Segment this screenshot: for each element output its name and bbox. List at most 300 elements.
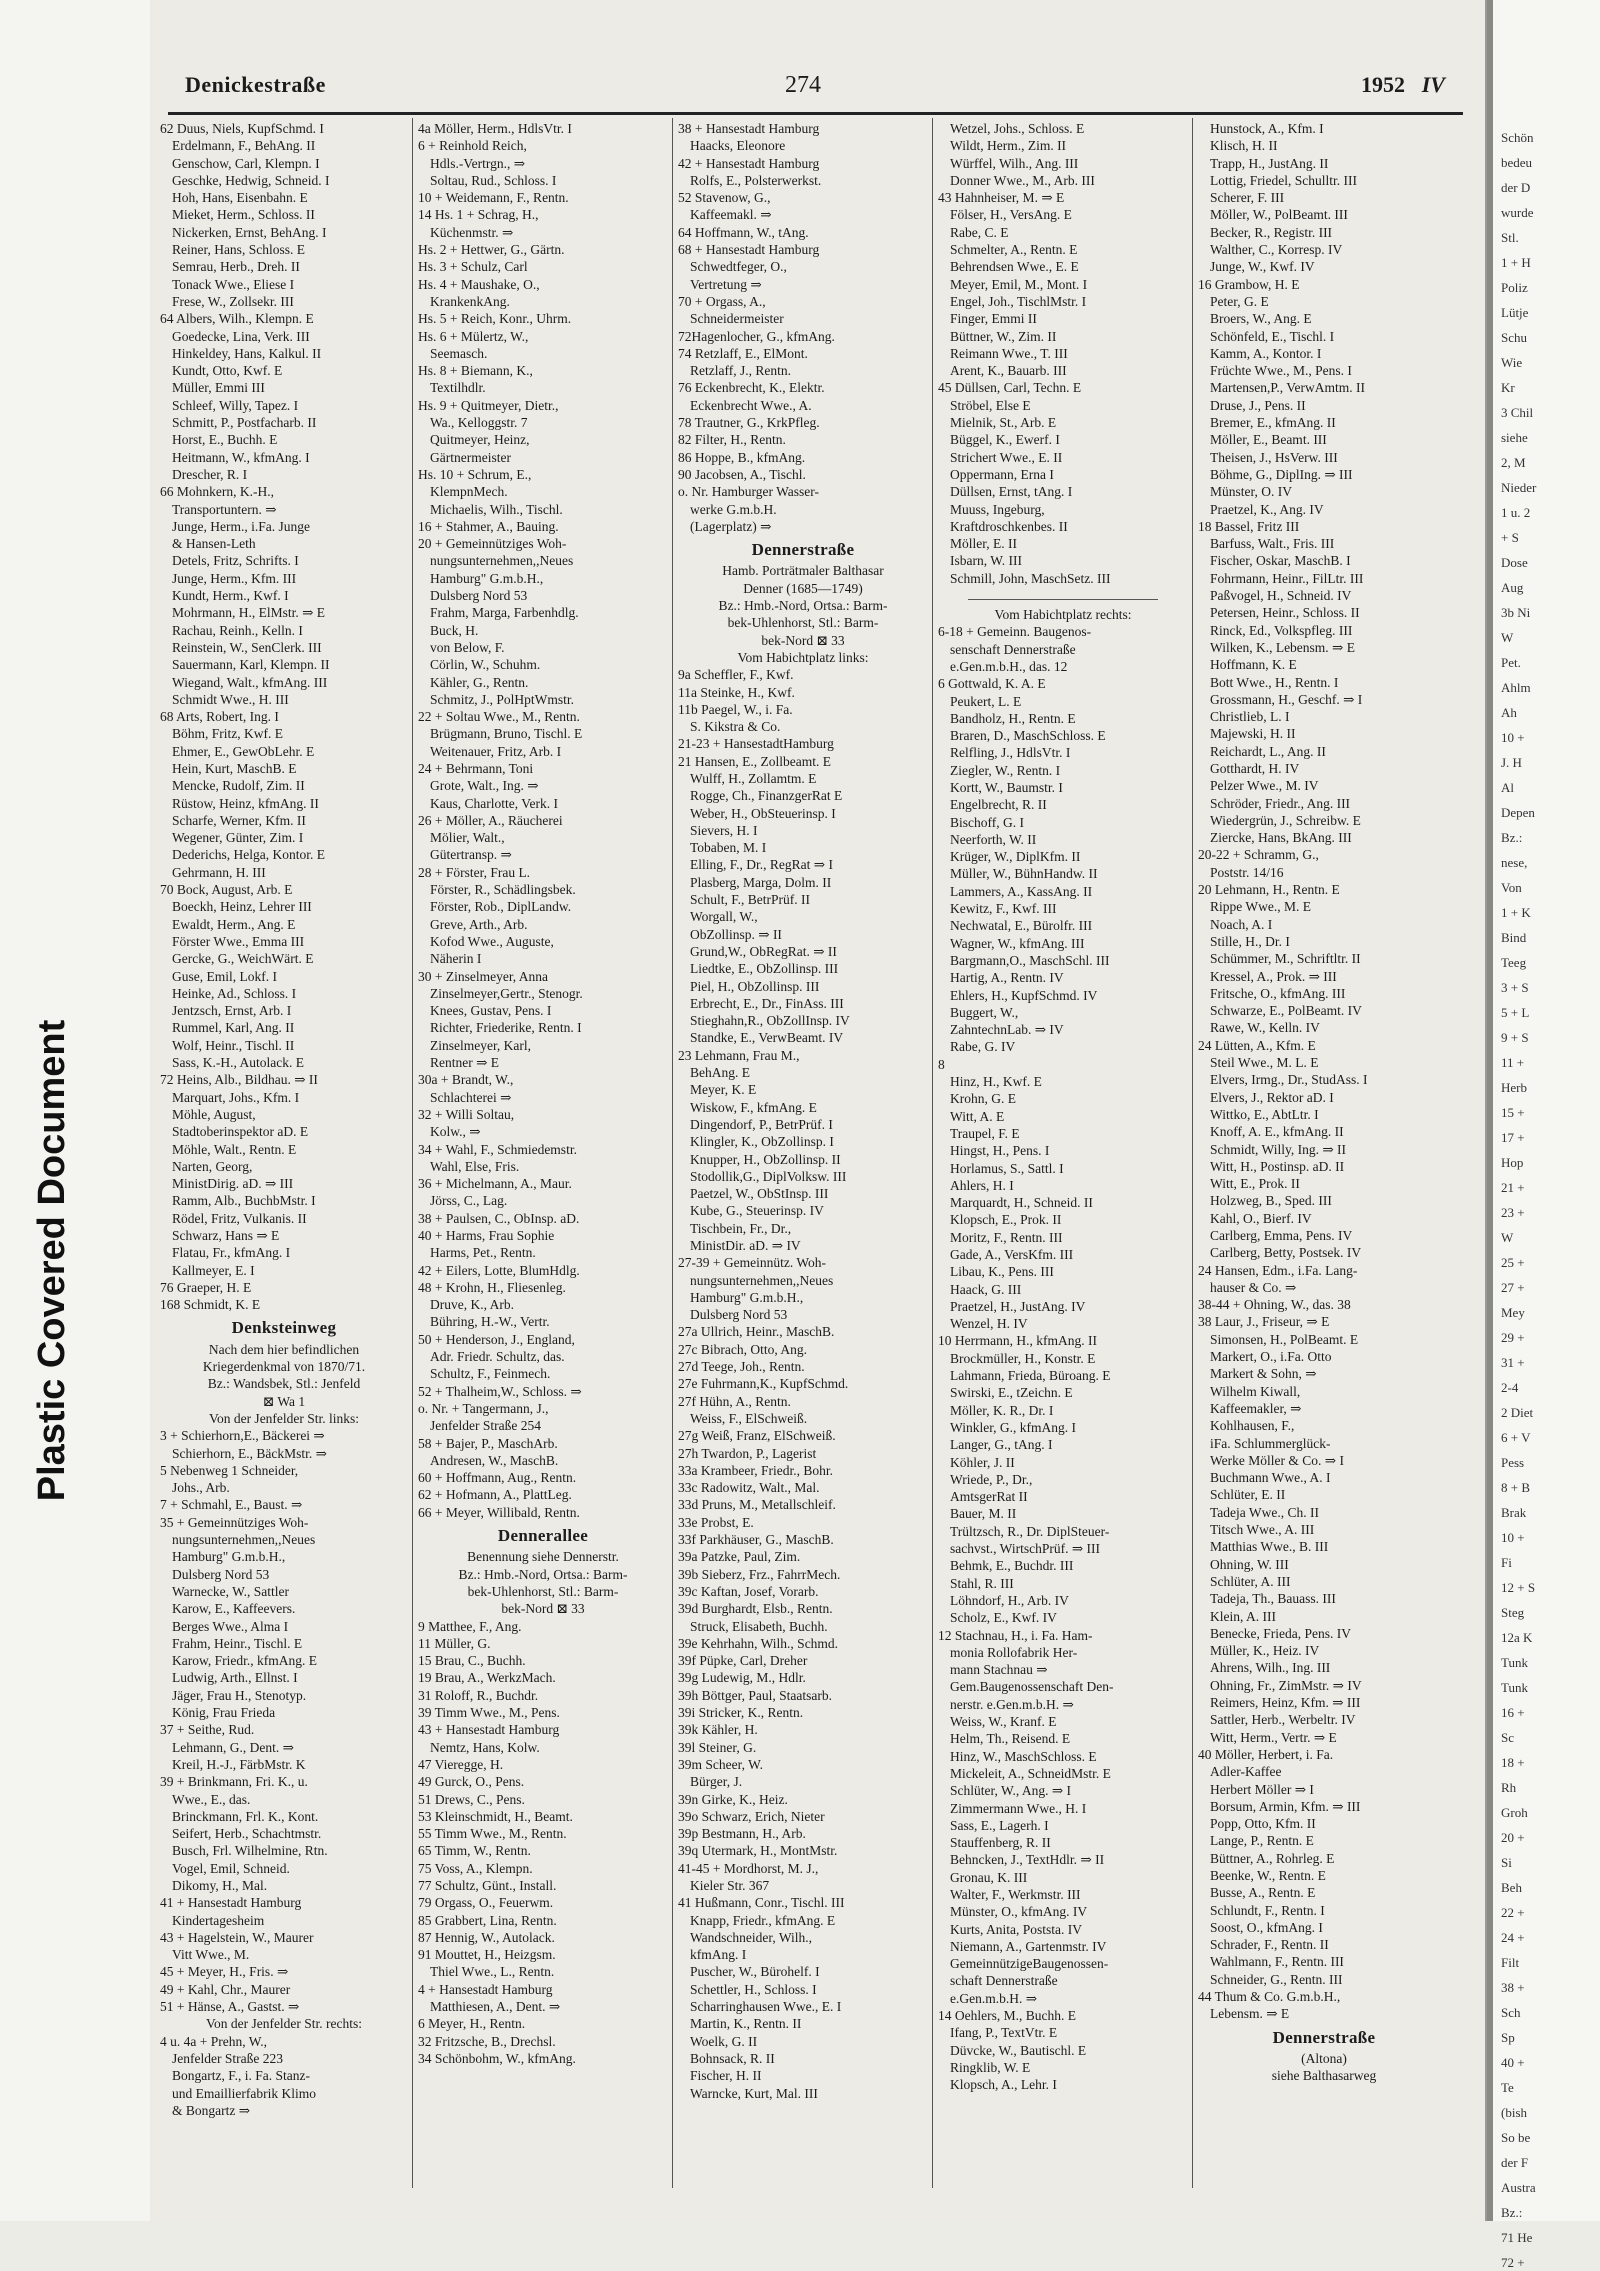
directory-entry: Wilhelm Kiwall,: [1210, 1383, 1301, 1399]
directory-entry: Ludwig, Arth., Ellnst. I: [172, 1670, 298, 1686]
directory-entry: Rentner ⇒ E: [430, 1055, 500, 1071]
directory-entry: 49 + Kahl, Chr., Maurer: [160, 1981, 291, 1997]
directory-entry: Ziegler, W., Rentn. I: [950, 762, 1061, 778]
directory-entry: 39i Stricker, K., Rentn.: [678, 1705, 804, 1721]
adjacent-text-fragment: Schön: [1501, 130, 1534, 145]
directory-entry: 68 Arts, Robert, Ing. I: [160, 709, 279, 725]
directory-entry: Piel, H., ObZollinsp. III: [690, 978, 820, 994]
directory-entry: Kieler Str. 367: [690, 1877, 770, 1893]
directory-entry: 45 + Meyer, H., Fris. ⇒: [160, 1964, 289, 1980]
directory-entry: 3 + Schierhorn,E., Bäckerei ⇒: [160, 1428, 325, 1444]
directory-entry: Wetzel, Johs., Schloss. E: [950, 121, 1085, 136]
directory-entry: 42 + Hansestadt Hamburg: [678, 155, 820, 171]
directory-entry: Müller, Emmi III: [172, 380, 265, 396]
directory-entry: Retzlaff, J., Rentn.: [690, 363, 791, 379]
adjacent-text-fragment: 3b Ni: [1501, 605, 1531, 620]
directory-entry: Elling, F., Dr., RegRat ⇒ I: [690, 857, 833, 873]
directory-entry: Wwe., E., das.: [172, 1791, 251, 1807]
adjacent-text-fragment: Fi: [1501, 1555, 1512, 1570]
street-note: bek-Nord ⊠ 33: [761, 632, 845, 648]
street-note: Bz.: Hmb.-Nord, Ortsa.: Barm-: [458, 1566, 628, 1582]
directory-entry: Gade, A., VersKfm. III: [950, 1247, 1074, 1262]
directory-entry: 16 + Stahmer, A., Bauing.: [418, 518, 559, 534]
directory-entry: 70 + Orgass, A.,: [678, 293, 766, 309]
directory-entry: Büttner, W., Zim. II: [950, 328, 1057, 344]
directory-entry: Sass, K.-H., Autolack. E: [172, 1055, 304, 1071]
directory-entry: 47 Viereggе, H.: [418, 1756, 504, 1772]
directory-entry: 33e Probst, E.: [678, 1514, 754, 1530]
directory-entry: 52 Stavenow, G.,: [678, 190, 771, 206]
directory-entry: Erdelmann, F., BehAng. II: [172, 138, 316, 154]
adjacent-text-fragment: 6 + V: [1501, 1430, 1531, 1445]
directory-entry: Jenfelder Straße 223: [172, 2050, 283, 2066]
plastic-covered-label: Plastic Covered Document: [31, 1019, 74, 1501]
directory-entry: 41 + Hansestadt Hamburg: [160, 1895, 302, 1911]
directory-entry: Mieket, Herm., Schloss. II: [172, 207, 315, 223]
directory-entry: Schult, F., BetrPrüf. II: [690, 892, 811, 908]
directory-entry: 68 + Hansestadt Hamburg: [678, 242, 820, 258]
directory-entry: 39n Girke, K., Heiz.: [678, 1791, 788, 1807]
directory-entry: 51 Drews, C., Pens.: [418, 1791, 525, 1807]
directory-entry: Wriede, P., Dr.,: [950, 1471, 1033, 1487]
directory-entry: 6 Meyer, H., Rentn.: [418, 2016, 526, 2032]
directory-entry: 23 Lehmann, Frau M.,: [678, 1047, 800, 1063]
adjacent-text-fragment: W: [1501, 630, 1514, 645]
directory-entry: Flatau, Fr., kfmAng. I: [172, 1245, 291, 1261]
adjacent-text-fragment: Hop: [1501, 1155, 1524, 1170]
street-note: Benennung siehe Dennerstr.: [467, 1549, 619, 1565]
directory-entry: Stahl, R. III: [950, 1575, 1014, 1591]
adjacent-text-fragment: (bish: [1501, 2105, 1527, 2120]
adjacent-text-fragment: 1 + H: [1501, 255, 1531, 270]
directory-entry: 51 + Hänse, A., Gastst. ⇒: [160, 1999, 300, 2015]
directory-entry: o. Nr. Hamburger Wasser-: [678, 484, 819, 500]
street-heading: Dennerstraße: [1272, 2028, 1376, 2046]
directory-entry: 77 Schultz, Günt., Install.: [418, 1877, 557, 1893]
directory-entry: 43 + Hansestadt Hamburg: [418, 1722, 560, 1738]
directory-entry: Horst, E., Buchh. E: [172, 432, 278, 448]
adjacent-text-fragment: 12 + S: [1501, 1580, 1536, 1595]
directory-entry: Reinstein, W., SenClerk. III: [172, 639, 322, 655]
adjacent-text-fragment: 15 +: [1501, 1105, 1525, 1120]
directory-entry: Buggert, W.,: [950, 1004, 1019, 1020]
directory-entry: Bott Wwe., H., Rentn. I: [1210, 674, 1339, 690]
directory-entry: Möller, E., Beamt. III: [1210, 432, 1327, 448]
directory-entry: Adler-Kaffee: [1210, 1764, 1282, 1780]
directory-entry: Junge, Herm., Kfm. III: [172, 570, 297, 586]
adjacent-text-fragment: Von: [1501, 880, 1522, 895]
header-page-number: 274: [785, 72, 821, 98]
directory-entry: Dulsberg Nord 53: [690, 1307, 788, 1323]
directory-entry: Neerforth, W. II: [950, 831, 1037, 847]
directory-entry: KlempnMech.: [430, 484, 508, 500]
directory-entry: Witt, A. E: [950, 1108, 1005, 1124]
directory-entry: 30 + Zinselmeyer, Anna: [418, 968, 549, 984]
directory-entry: Quitmeyer, Heinz,: [430, 432, 530, 448]
directory-entry: Schönfeld, E., Tischl. I: [1210, 328, 1335, 344]
directory-entry: Büttner, A., Rohrleg. E: [1210, 1850, 1335, 1866]
directory-entry: 27e Fuhrmann,K., KupfSchmd.: [678, 1376, 849, 1392]
directory-entry: Poststr. 14/16: [1210, 864, 1284, 880]
directory-entry: Tonack Wwe., Eliese I: [172, 276, 295, 292]
directory-entry: Sattler, Herb., Werbeltr. IV: [1210, 1712, 1356, 1728]
directory-entry: Pelzer Wwe., M. IV: [1210, 778, 1319, 794]
directory-entry: von Below, F.: [430, 639, 505, 655]
directory-entry: (Lagerplatz) ⇒: [690, 518, 772, 534]
directory-entry: Bohnsack, R. II: [690, 2050, 775, 2066]
directory-entry: Bongartz, F., i. Fa. Stanz-: [172, 2068, 311, 2084]
directory-entry: Johs., Arb.: [172, 1480, 230, 1496]
directory-entry: 33c Radowitz, Walt., Mal.: [678, 1480, 820, 1496]
directory-entry: Würffel, Wilh., Ang. III: [950, 155, 1079, 171]
directory-entry: Markert, O., i.Fa. Otto: [1210, 1349, 1332, 1365]
directory-entry: Liedtke, E., ObZollinsp. III: [690, 961, 839, 977]
directory-entry: Trapp, H., JustAng. II: [1210, 155, 1329, 171]
directory-entry: Kewitz, F., Kwf. III: [950, 901, 1057, 917]
adjacent-text-fragment: Beh: [1501, 1880, 1522, 1895]
directory-entry: Ringklib, W. E: [950, 2059, 1031, 2075]
directory-entry: 91 Mouttet, H., Heizgsm.: [418, 1947, 556, 1963]
directory-entry: Hs. 2 + Hettwer, G., Gärtn.: [418, 242, 565, 258]
directory-entry: Hamburg" G.m.b.H.,: [430, 570, 544, 586]
directory-entry: S. Kikstra & Co.: [690, 719, 781, 735]
adjacent-text-fragment: 24 +: [1501, 1930, 1525, 1945]
directory-entry: Möller, E. II: [950, 536, 1017, 552]
directory-entry: Ehmer, E., GewObLehr. E: [172, 743, 315, 759]
directory-entry: Witt, Herm., Vertr. ⇒ E: [1210, 1729, 1337, 1745]
directory-entry: 24 + Behrmann, Toni: [418, 760, 534, 776]
directory-entry: Hs. 9 + Quitmeyer, Dietr.,: [418, 397, 559, 413]
directory-entry: Eckenbrecht Wwe., A.: [690, 397, 812, 413]
directory-entry: Mohrmann, H., ElMstr. ⇒ E: [172, 605, 326, 621]
directory-entry: Matthias Wwe., B. III: [1210, 1539, 1329, 1555]
directory-entry: Klisch, H. II: [1210, 138, 1278, 154]
directory-entry: Jörss, C., Lag.: [430, 1193, 508, 1209]
directory-entry: Meyer, Emil, M., Mont. I: [950, 276, 1088, 292]
directory-entry: Moritz, F., Rentn. III: [950, 1229, 1063, 1245]
directory-entry: 19 Brau, A., WerkzMach.: [418, 1670, 556, 1686]
directory-entry: 32 + Willi Soltau,: [418, 1106, 515, 1122]
directory-entry: 90 Jacobsen, A., Tischl.: [678, 466, 806, 482]
directory-entry: Rummel, Karl, Ang. II: [172, 1020, 295, 1036]
directory-entry: Steil Wwe., M. L. E: [1210, 1055, 1319, 1071]
directory-entry: Helm, Th., Reisend. E: [950, 1731, 1071, 1747]
directory-entry: 74 Retzlaff, E., ElMont.: [678, 345, 808, 361]
directory-entry: Hinz, W., MaschSchloss. E: [950, 1748, 1097, 1764]
street-note: Denner (1685—1749): [743, 580, 863, 596]
adjacent-text-fragment: Pess: [1501, 1455, 1525, 1470]
street-note: bek-Nord ⊠ 33: [501, 1601, 585, 1617]
adjacent-text-fragment: 3 + S: [1501, 980, 1529, 995]
directory-entry: Reiner, Hans, Schloss. E: [172, 242, 305, 258]
street-note: Bz.: Hmb.-Nord, Ortsa.: Barm-: [718, 598, 888, 614]
directory-entry: 39q Utermark, H., MontMstr.: [678, 1843, 838, 1859]
directory-entry: 39e Kehrhahn, Wilh., Schmd.: [678, 1635, 839, 1651]
directory-entry: Goedecke, Lina, Verk. III: [172, 328, 310, 344]
directory-column-1: [160, 120, 408, 2200]
directory-entry: Ohning, Fr., ZimMstr. ⇒ IV: [1210, 1677, 1362, 1693]
directory-entry: Plasberg, Marga, Dolm. II: [690, 874, 832, 890]
directory-entry: Semrau, Herb., Dreh. II: [172, 259, 300, 275]
directory-entry: GemeinnützigeBaugenossen-: [950, 1956, 1109, 1972]
directory-entry: 39l Steiner, G.: [678, 1739, 757, 1755]
directory-entry: Praetzel, H., JustAng. IV: [950, 1298, 1086, 1314]
street-note: (Altona): [1301, 2050, 1347, 2066]
adjacent-text-fragment: Rh: [1501, 1780, 1517, 1795]
directory-entry: Hs. 3 + Schulz, Carl: [418, 259, 528, 275]
directory-entry: Traupel, F. E: [950, 1125, 1020, 1141]
directory-entry: Behrendsen Wwe., E. E: [950, 259, 1079, 275]
directory-entry: Rolfs, E., Polsterwerkst.: [690, 172, 822, 188]
directory-entry: Michaelis, Wilh., Tischl.: [430, 501, 563, 517]
adjacent-text-fragment: 29 +: [1501, 1330, 1525, 1345]
column-divider: [932, 118, 933, 2188]
column-divider: [672, 118, 673, 2188]
adjacent-text-fragment: 40 +: [1501, 2055, 1525, 2070]
adjacent-text-fragment: 5 + L: [1501, 1005, 1530, 1020]
directory-entry: Christlieb, L. I: [1210, 709, 1290, 725]
directory-entry: Vogel, Emil, Schneid.: [172, 1860, 290, 1876]
directory-entry: 39d Burghardt, Elsb., Rentn.: [678, 1601, 833, 1617]
directory-entry: Grossmann, H., Geschf. ⇒ I: [1210, 691, 1363, 707]
directory-entry: 64 Hoffmann, W., tAng.: [678, 224, 809, 240]
directory-entry: 45 Düllsen, Carl, Techn. E: [938, 380, 1082, 396]
section-rule: [968, 591, 1158, 600]
directory-entry: Schlüter, W., Ang. ⇒ I: [950, 1783, 1072, 1799]
directory-entry: 28 + Förster, Frau L.: [418, 864, 531, 880]
directory-entry: sachvst., WirtschPrüf. ⇒ III: [950, 1541, 1100, 1557]
directory-entry: Förster Wwe., Emma III: [172, 933, 305, 949]
directory-entry: Stadtoberinspektor aD. E: [172, 1124, 309, 1140]
directory-entry: 53 Kleinschmidt, H., Beamt.: [418, 1808, 573, 1824]
directory-entry: Klopsch, E., Prok. II: [950, 1212, 1062, 1228]
directory-entry: Dulsberg Nord 53: [172, 1566, 270, 1582]
directory-entry: Kaffeemakler, ⇒: [1210, 1400, 1302, 1416]
adjacent-text-fragment: Ahlm: [1501, 680, 1531, 695]
directory-entry: Schwarze, E., PolBeamt. IV: [1210, 1003, 1362, 1019]
directory-entry: Nechwatal, E., Bürolfr. III: [950, 918, 1093, 934]
directory-entry: 87 Hennig, W., Autolack.: [418, 1929, 555, 1945]
directory-entry: Trültzsch, R., Dr. DiplSteuer-: [950, 1523, 1110, 1539]
directory-entry: Frese, W., Zollsekr. III: [172, 293, 294, 309]
directory-entry: Münster, O. IV: [1210, 484, 1292, 500]
directory-entry: Boeckh, Heinz, Lehrer III: [172, 899, 312, 915]
adjacent-text-fragment: Tunk: [1501, 1680, 1528, 1695]
directory-entry: Wa., Kelloggstr. 7: [430, 415, 528, 431]
directory-entry: 11 Müller, G.: [418, 1635, 491, 1651]
directory-entry: 40 + Harms, Frau Sophie: [418, 1228, 555, 1243]
directory-entry: Tadeja, Th., Bauass. III: [1210, 1591, 1336, 1607]
street-note: ⊠ Wa 1: [262, 1393, 306, 1409]
directory-entry: Witt, E., Prok. II: [1210, 1176, 1300, 1192]
directory-entry: 37 + Seithe, Rud.: [160, 1722, 255, 1738]
directory-entry: 76 Eckenbrecht, K., Elektr.: [678, 380, 825, 396]
directory-entry: 21-23 + HansestadtHamburg: [678, 736, 834, 752]
header-year: 1952: [1361, 72, 1405, 97]
directory-entry: 43 + Hagelstein, W., Maurer: [160, 1929, 314, 1945]
directory-entry: Borsum, Armin, Kfm. ⇒ III: [1210, 1798, 1361, 1814]
adjacent-text-fragment: Teeg: [1501, 955, 1527, 970]
directory-entry: Arent, K., Bauarb. III: [950, 363, 1067, 379]
street-heading: Dennerstraße: [751, 541, 855, 559]
directory-entry: Majewski, H. II: [1210, 726, 1296, 742]
directory-entry: Wulff, H., Zollamtm. E: [690, 770, 817, 786]
directory-entry: Scherer, F. III: [1210, 190, 1285, 206]
directory-entry: 14 Hs. 1 + Schrag, H.,: [418, 207, 539, 223]
directory-entry: Fohrmann, Heinr., FilLtr. III: [1210, 570, 1364, 586]
directory-entry: Schmidt, Willy, Ing. ⇒ II: [1210, 1141, 1347, 1157]
adjacent-text-fragment: 71 He: [1501, 2230, 1533, 2245]
directory-entry: Kofod Wwe., Auguste,: [430, 933, 554, 949]
directory-entry: nungsunternehmen,,Neues: [172, 1532, 316, 1548]
directory-entry: Hinkeldey, Hans, Kalkul. II: [172, 345, 322, 361]
directory-entry: Köhler, J. II: [950, 1454, 1015, 1470]
directory-entry: Ahrens, Wilh., Ing. III: [1210, 1660, 1331, 1676]
directory-entry: Wiedergrün, J., Schreibw. E: [1210, 812, 1361, 828]
directory-entry: 86 Hoppe, B., kfmAng.: [678, 449, 806, 465]
adjacent-text-fragment: So be: [1501, 2130, 1531, 2145]
directory-entry: Bremer, E., kfmAng. II: [1210, 415, 1336, 431]
directory-entry: nungsunternehmen,,Neues: [430, 553, 574, 569]
directory-entry: Wiegand, Walt., kfmAng. III: [172, 674, 328, 690]
directory-entry: Wahlmann, F., Rentn. III: [1210, 1954, 1344, 1970]
directory-entry: Stille, H., Dr. I: [1210, 933, 1290, 949]
adjacent-text-fragment: 38 +: [1501, 1980, 1525, 1995]
directory-entry: Weiss, F., ElSchweiß.: [690, 1410, 808, 1426]
adjacent-text-fragment: 2 Diet: [1501, 1405, 1534, 1420]
directory-entry: 27c Bibrach, Otto, Ang.: [678, 1341, 807, 1357]
directory-entry: Heitmann, W., kfmAng. I: [172, 449, 310, 465]
adjacent-text-fragment: Tunk: [1501, 1655, 1528, 1670]
directory-entry: 39 + Brinkmann, Fri. K., u.: [160, 1774, 308, 1790]
adjacent-text-fragment: Sc: [1501, 1730, 1514, 1745]
directory-entry: 4 u. 4a + Prehn, W.,: [160, 2033, 267, 2049]
directory-entry: 40 Möller, Herbert, i. Fa.: [1198, 1746, 1334, 1762]
directory-entry: Bargmann,O., MaschSchl. III: [950, 952, 1110, 968]
directory-entry: Förster, R., Schädlingsbek.: [430, 882, 576, 898]
directory-entry: Schneidermeister: [690, 311, 784, 327]
directory-entry: 39a Patzke, Paul, Zim.: [678, 1549, 801, 1565]
directory-entry: und Emaillierfabrik Klimo: [172, 2085, 316, 2101]
adjacent-text-fragment: der F: [1501, 2155, 1529, 2170]
adjacent-page-fragment: [1485, 0, 1600, 2270]
directory-entry: 27h Twardon, P., Lagerist: [678, 1445, 817, 1461]
directory-entry: Müller, W., BühnHandw. II: [950, 866, 1098, 882]
directory-entry: Druse, J., Pens. II: [1210, 397, 1306, 413]
directory-entry: Förster, Rob., DiplLandw.: [430, 899, 572, 915]
directory-entry: 33d Pruns, M., Metallschleif.: [678, 1497, 836, 1513]
directory-entry: Schleef, Willy, Tapez. I: [172, 397, 299, 413]
directory-entry: Erbrecht, E., Dr., FinAss. III: [690, 995, 844, 1011]
header-street: Denickestraße: [185, 72, 326, 97]
adjacent-text-fragment: Poliz: [1501, 280, 1528, 295]
directory-entry: Rabe, C. E: [950, 224, 1009, 240]
adjacent-text-fragment: 17 +: [1501, 1130, 1525, 1145]
directory-entry: 7 + Schmahl, E., Baust. ⇒: [160, 1497, 303, 1513]
directory-entry: 48 + Krohn, H., Fliesenleg.: [418, 1279, 566, 1295]
directory-entry: 38 + Paulsen, C., ObInsp. aD.: [418, 1210, 580, 1226]
adjacent-text-fragment: 27 +: [1501, 1280, 1525, 1295]
directory-entry: nerstr. e.Gen.m.b.H. ⇒: [950, 1696, 1074, 1712]
directory-entry: Barfuss, Walt., Fris. III: [1210, 536, 1335, 552]
directory-entry: 52 + Thalheim,W., Schloss. ⇒: [418, 1383, 582, 1399]
adjacent-text-fragment: Filt: [1501, 1955, 1520, 1970]
directory-entry: Möhle, Walt., Rentn. E: [172, 1141, 297, 1157]
directory-entry: Peter, G. E: [1210, 293, 1269, 309]
directory-entry: 33a Krambeer, Friedr., Bohr.: [678, 1462, 834, 1478]
directory-entry: hauser & Co. ⇒: [1210, 1279, 1297, 1295]
directory-entry: Holzweg, B., Sped. III: [1210, 1193, 1332, 1209]
adjacent-text-fragment: Austra: [1501, 2180, 1536, 2195]
directory-entry: Gotthardt, H. IV: [1210, 760, 1300, 776]
directory-entry: Rödel, Fritz, Vulkanis. II: [172, 1210, 307, 1226]
directory-entry: Detels, Fritz, Schrifts. I: [172, 553, 299, 569]
directory-entry: Kolw., ⇒: [430, 1124, 481, 1140]
street-note: Hamb. Porträtmaler Balthasar: [722, 563, 884, 579]
directory-entry: Karow, E., Kaffeevers.: [172, 1601, 296, 1617]
adjacent-text-fragment: Sch: [1501, 2005, 1521, 2020]
directory-page: [150, 0, 1485, 2221]
directory-entry: Buck, H.: [430, 622, 479, 638]
directory-entry: 49 Gurck, O., Pens.: [418, 1774, 525, 1790]
directory-entry: Schmelter, A., Rentn. E: [950, 242, 1078, 258]
directory-entry: Marquardt, H., Schneid. II: [950, 1195, 1093, 1211]
directory-entry: Reichardt, L., Ang. II: [1210, 743, 1326, 759]
directory-entry: ObZollinsp. ⇒ II: [690, 926, 782, 942]
directory-entry: Hoffmann, K. E: [1210, 657, 1297, 673]
directory-entry: Hein, Kurt, MaschB. E: [172, 760, 297, 776]
directory-entry: Mickeleit, A., SchneidMstr. E: [950, 1765, 1111, 1781]
directory-entry: Früchte Wwe., M., Pens. I: [1210, 363, 1352, 379]
directory-entry: Strichert Wwe., E. II: [950, 449, 1063, 465]
directory-entry: Kähler, G., Rentn.: [430, 674, 529, 690]
adjacent-text-fragment: der D: [1501, 180, 1531, 195]
directory-entry: Schmitz, J., PolHptWmstr.: [430, 691, 575, 707]
directory-entry: Kohlhausen, F.,: [1210, 1418, 1295, 1434]
directory-entry: schaft Dennerstraße: [950, 1973, 1058, 1989]
directory-entry: Wandschneider, Wilh.,: [690, 1929, 813, 1945]
directory-entry: Genschow, Carl, Klempn. I: [172, 155, 320, 171]
directory-column-5: [1198, 120, 1450, 2200]
directory-entry: Tadeja Wwe., Ch. II: [1210, 1504, 1320, 1520]
directory-entry: Schlundt, F., Rentn. I: [1210, 1902, 1325, 1918]
adjacent-text-fragment: siehe: [1501, 430, 1528, 445]
directory-entry: Krohn, G. E: [950, 1091, 1016, 1107]
directory-entry: Kube, G., Steuerinsp. IV: [690, 1203, 824, 1219]
directory-entry: 11b Paegel, W., i. Fa.: [678, 701, 793, 717]
directory-entry: Ewaldt, Herm., Ang. E: [172, 916, 296, 932]
plastic-covered-stamp: [8, 980, 98, 1540]
directory-entry: Elvers, Irmg., Dr., StudAss. I: [1210, 1072, 1368, 1088]
directory-entry: Kreil, H.-J., FärbMstr. K: [172, 1756, 306, 1772]
adjacent-text-fragment: Lütje: [1501, 305, 1529, 320]
directory-entry: Dikomy, H., Mal.: [172, 1877, 268, 1893]
directory-entry: Brinckmann, Frl. K., Kont.: [172, 1808, 319, 1824]
directory-entry: 55 Timm Wwe., M., Rentn.: [418, 1826, 567, 1842]
directory-entry: 34 + Wahl, F., Schmiedemstr.: [418, 1141, 577, 1157]
directory-entry: Ifang, P., TextVtr. E: [950, 2025, 1058, 2041]
adjacent-text-fragment: Groh: [1501, 1805, 1528, 1820]
directory-entry: 50 + Henderson, J., England,: [418, 1331, 575, 1347]
directory-entry: Gütertransp. ⇒: [430, 847, 512, 863]
directory-entry: Fölser, H., VersAng. E: [950, 207, 1072, 223]
directory-entry: 38-44 + Ohning, W., das. 38: [1198, 1297, 1351, 1313]
directory-entry: 26 + Möller, A., Räucherei: [418, 812, 563, 828]
directory-entry: 39m Scheer, W.: [678, 1756, 763, 1772]
directory-entry: Kundt, Herm., Kwf. I: [172, 588, 289, 604]
directory-entry: 38 + Hansestadt Hamburg: [678, 121, 820, 136]
directory-entry: Wilken, K., Lebensm. ⇒ E: [1210, 639, 1355, 655]
